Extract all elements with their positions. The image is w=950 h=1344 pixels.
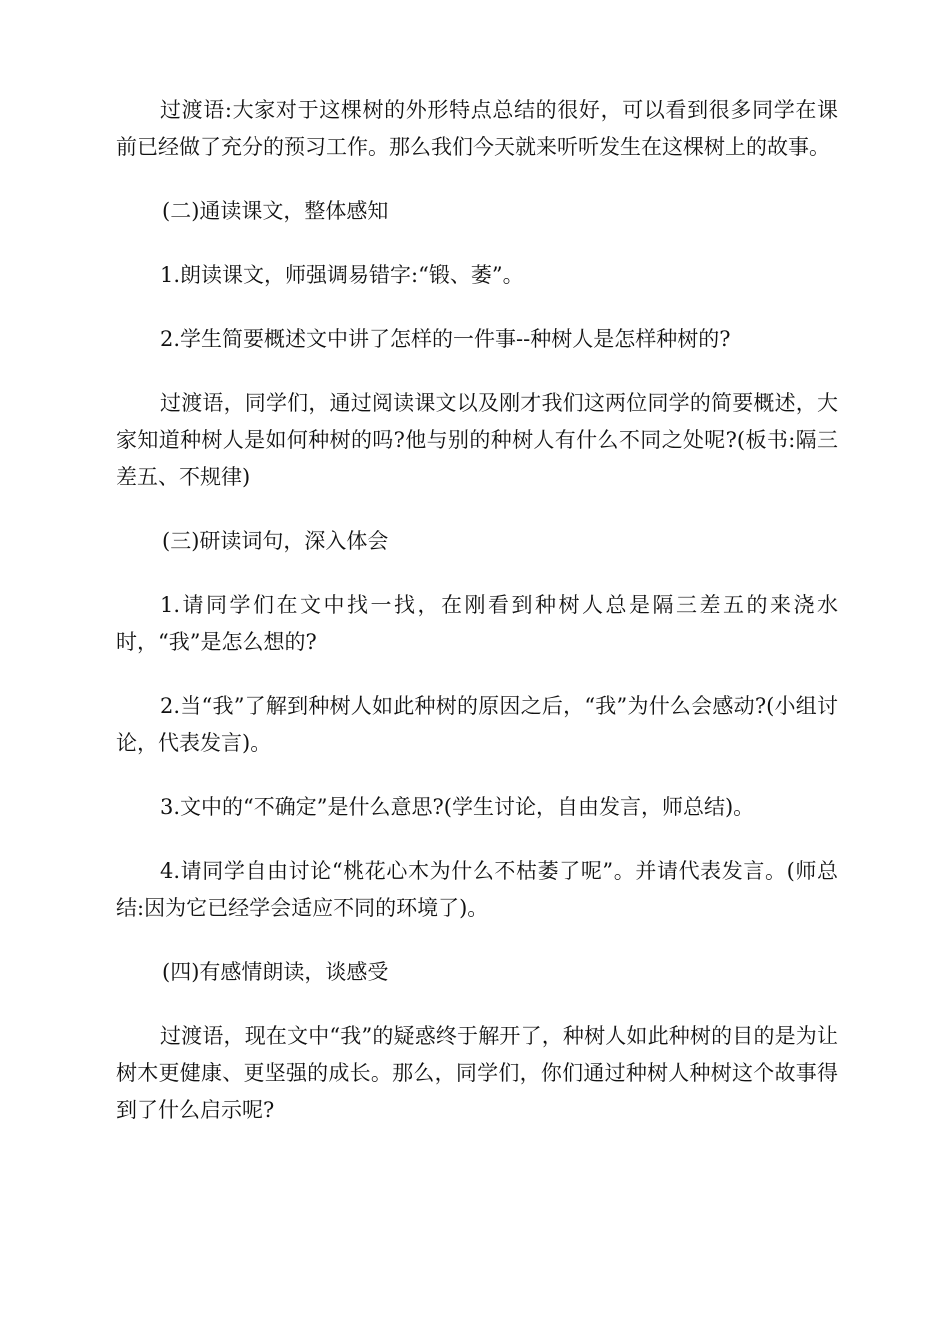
- paragraph-item-3-2: 2.当“我”了解到种树人如此种树的原因之后，“我”为什么会感动?(小组讨论，代表发言)。: [116, 694, 838, 755]
- paragraph-item-2: 2.学生简要概述文中讲了怎样的一件事--种树人是怎样种树的?: [160, 327, 731, 351]
- paragraph-transition-1: 过渡语:大家对于这棵树的外形特点总结的很好，可以看到很多同学在课前已经做了充分的预习工作。那么我们今天就来听听发生在这棵树上的故事。: [116, 98, 838, 159]
- section-heading-3: (三)研读词句，深入体会: [162, 529, 389, 553]
- paragraph-item-3-4: 4.请同学自由讨论“桃花心木为什么不枯萎了呢”。并请代表发言。(师总结:因为它已经学会适应不同的环境了)。: [116, 859, 838, 920]
- paragraph-transition-3: 过渡语，现在文中“我”的疑惑终于解开了，种树人如此种树的目的是为让树木更健康、更坚强的成长。那么，同学们，你们通过种树人种树这个故事得到了什么启示呢?: [116, 1024, 838, 1122]
- paragraph-item-3-1: 1.请同学们在文中找一找，在刚看到种树人总是隔三差五的来浇水时，“我”是怎么想的?: [116, 593, 838, 654]
- paragraph-item-1: 1.朗读课文，师强调易错字:“锻、萎”。: [160, 263, 524, 287]
- paragraph-item-3-3: 3.文中的“不确定”是什么意思?(学生讨论，自由发言，师总结)。: [160, 795, 755, 819]
- section-heading-4: (四)有感情朗读，谈感受: [162, 960, 389, 984]
- paragraph-transition-2: 过渡语，同学们，通过阅读课文以及刚才我们这两位同学的简要概述，大家知道种树人是如何种树的吗?他与别的种树人有什么不同之处呢?(板书:隔三差五、不规律): [116, 391, 838, 489]
- section-heading-2: (二)通读课文，整体感知: [162, 199, 389, 223]
- document-body: [116, 92, 838, 1156]
